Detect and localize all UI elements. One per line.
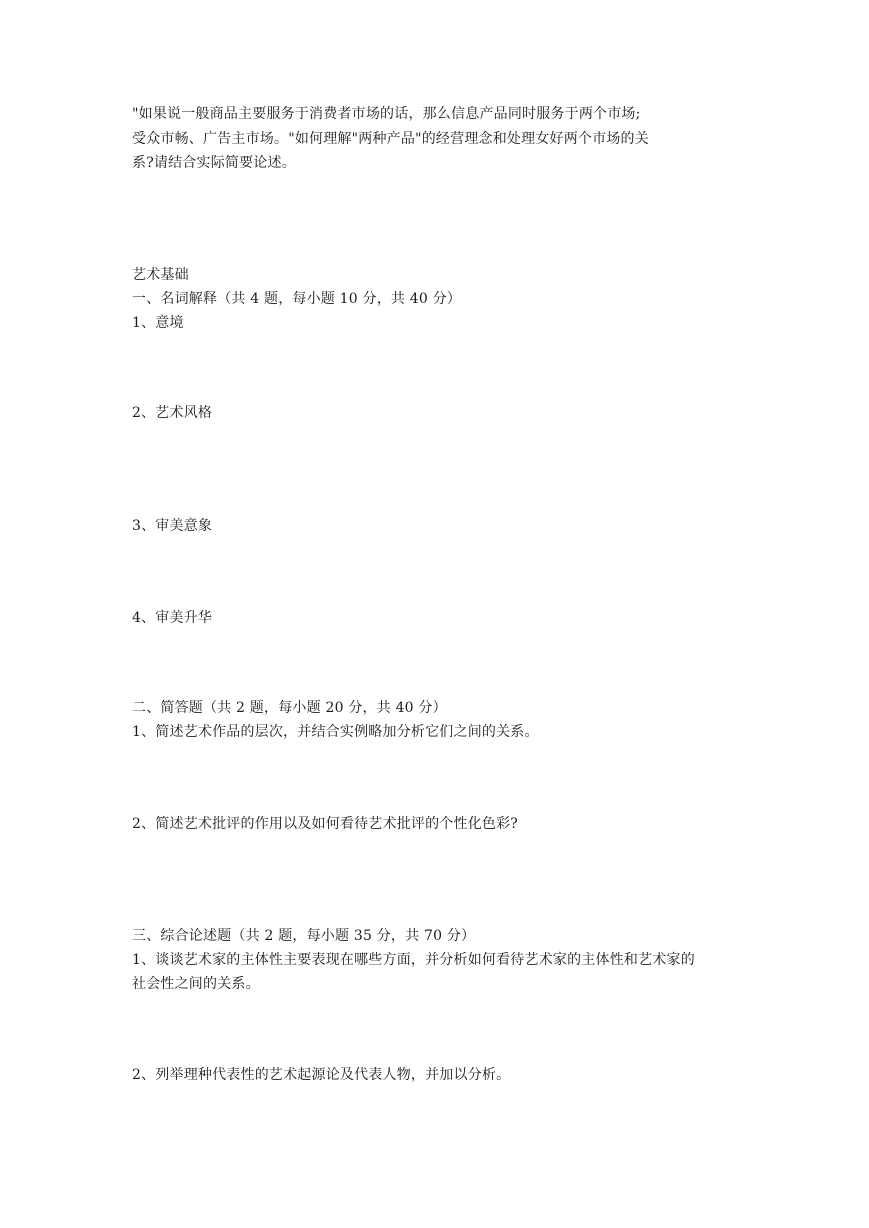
- section-1-item-3: 3、审美意象: [132, 518, 213, 534]
- section-3-heading: 三、综合论述题（共 2 题，每小题 35 分，共 70 分）: [132, 928, 476, 944]
- intro-line-2: 受众市畅、广告主市场。"如何理解"两种产品"的经营理念和处理女好两个市场的关: [132, 131, 649, 147]
- intro-line-1: "如果说一般商品主要服务于消费者市场的话，那么信息产品同时服务于两个市场;: [132, 106, 641, 122]
- section-2-item-2: 2、简述艺术批评的作用以及如何看待艺术批评的个性化色彩?: [132, 816, 519, 832]
- section-3-item-1-line-2: 社会性之间的关系。: [132, 976, 260, 992]
- subject-title: 艺术基础: [132, 267, 189, 283]
- intro-line-3: 系?请结合实际简要论述。: [132, 155, 296, 171]
- section-3-item-2: 2、列举理种代表性的艺术起源论及代表人物，并加以分析。: [132, 1067, 511, 1083]
- section-1-item-4: 4、审美升华: [132, 610, 213, 626]
- section-1-heading: 一、名词解释（共 4 题，每小题 10 分，共 40 分）: [132, 291, 462, 307]
- section-1-item-2: 2、艺术风格: [132, 405, 213, 421]
- section-2-item-1: 1、简述艺术作品的层次，并结合实例略加分析它们之间的关系。: [132, 724, 539, 740]
- section-1-item-1: 1、意境: [132, 315, 184, 331]
- section-3-item-1-line-1: 1、谈谈艺术家的主体性主要表现在哪些方面，并分析如何看待艺术家的主体性和艺术家的: [132, 952, 695, 968]
- section-2-heading: 二、简答题（共 2 题，每小题 20 分，共 40 分）: [132, 700, 447, 716]
